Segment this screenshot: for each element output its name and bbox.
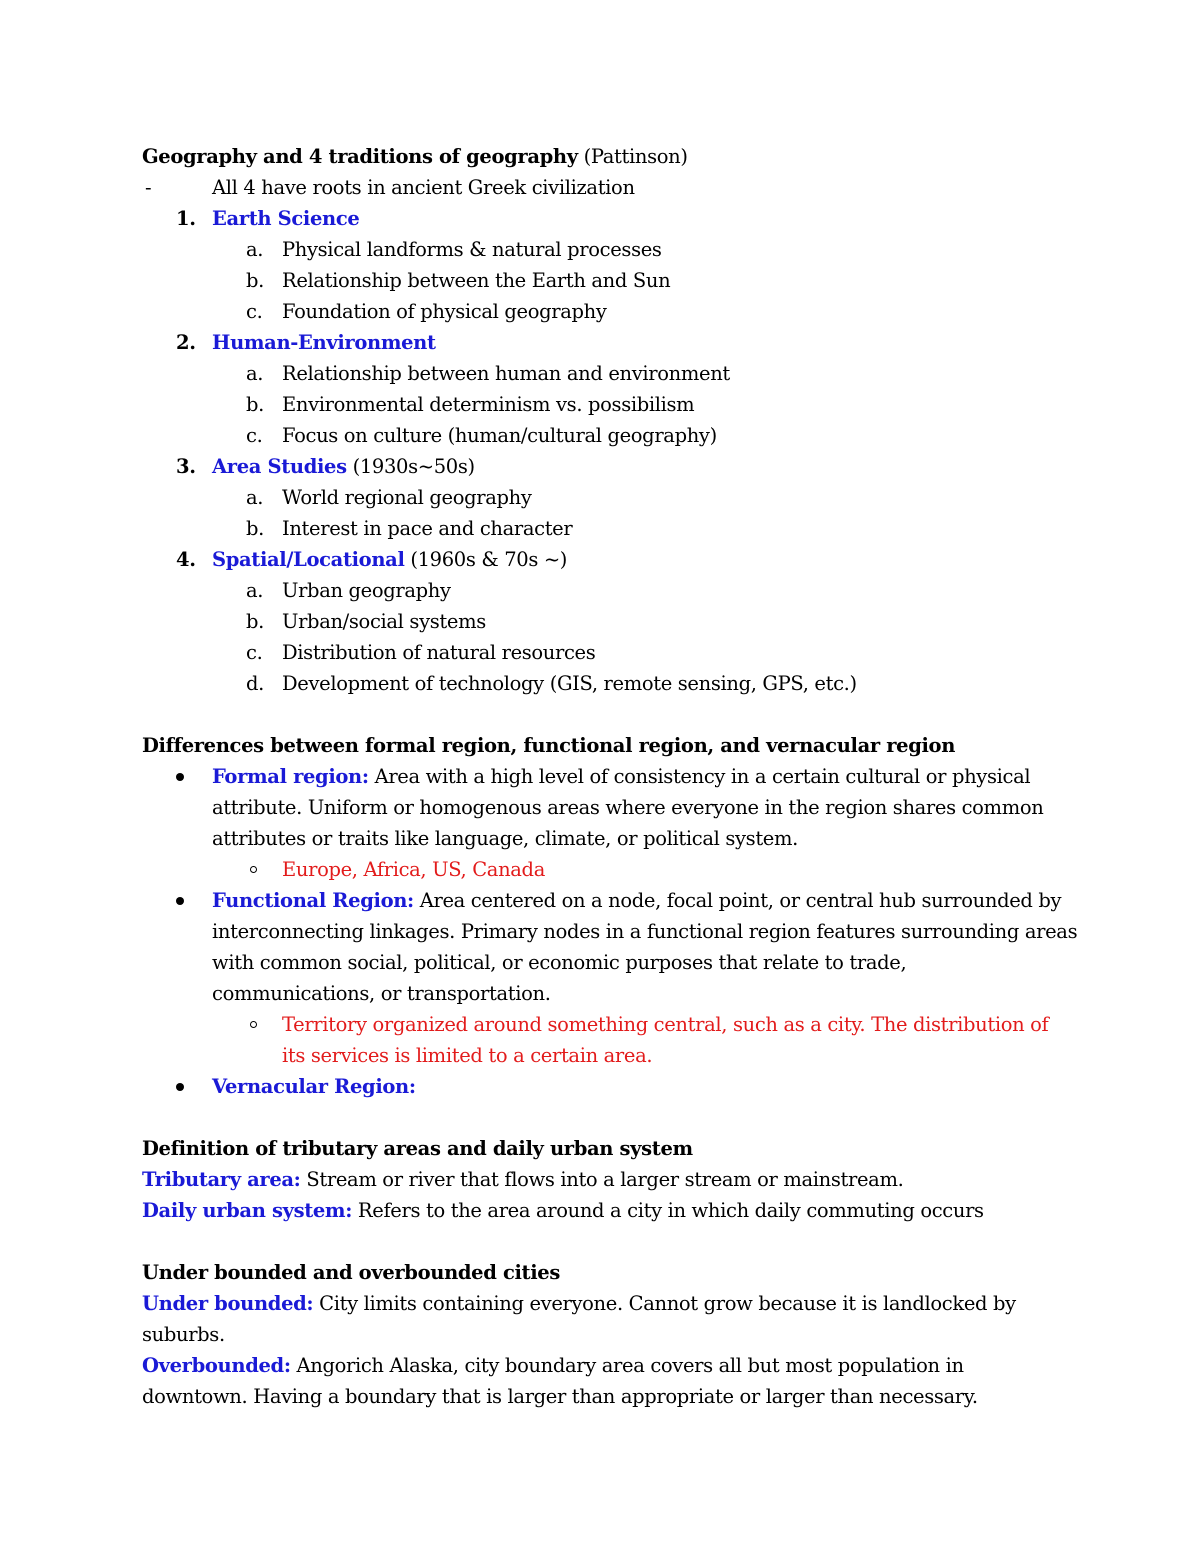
term-label: Overbounded: [142, 1354, 291, 1377]
term-text: attributes or traits like language, climate, or political system. [212, 827, 798, 850]
section-heading-regions [142, 730, 1062, 761]
definition-daily-urban [142, 1195, 1062, 1226]
term-label: Functional Region: [212, 889, 414, 912]
sub-item-text: Relationship between human and environment [282, 362, 730, 385]
heading-suffix: (Pattinson) [583, 145, 688, 168]
list-number: 1. [176, 207, 196, 230]
term-label: Under bounded: [142, 1292, 314, 1315]
section-heading-traditions [142, 141, 1062, 172]
sub-item [142, 389, 1062, 420]
term-label: Daily urban system: [142, 1199, 353, 1222]
sub-marker: a. [246, 238, 264, 261]
list-number: 2. [176, 331, 196, 354]
example-text: Territory organized around something central, such as a city. The distribution of [282, 1013, 1049, 1036]
tradition-spatial-locational [142, 544, 1062, 575]
document-page [142, 141, 1078, 1412]
list-item-text: All 4 have roots in ancient Greek civilization [212, 176, 635, 199]
sub-item [142, 637, 1062, 668]
sub-item [142, 606, 1062, 637]
continuation-line [142, 916, 1078, 947]
sub-item-text: World regional geography [282, 486, 532, 509]
bullet-functional-region [142, 885, 1062, 916]
sub-item-text: Physical landforms & natural processes [282, 238, 662, 261]
list-number: 4. [176, 548, 196, 571]
sub-item-text: Focus on culture (human/cultural geography) [282, 424, 717, 447]
term-text: suburbs. [142, 1323, 225, 1346]
sub-item-text: Urban geography [282, 579, 451, 602]
sub-item [142, 265, 1062, 296]
sub-item-text: Environmental determinism vs. possibilism [282, 393, 695, 416]
bullet-vernacular-region [142, 1071, 1062, 1102]
heading-text: Definition of tributary areas and daily urban system [142, 1137, 693, 1160]
term-text: Angorich Alaska, city boundary area covers all but most population in [296, 1354, 964, 1377]
example-item [142, 854, 1062, 885]
continuation-line [142, 947, 1062, 978]
sub-item-text: Foundation of physical geography [282, 300, 607, 323]
sub-marker: a. [246, 362, 264, 385]
term-label: Tributary area: [142, 1168, 301, 1191]
bullet-icon [176, 897, 184, 905]
continuation-line [142, 1319, 1062, 1350]
continuation-line [142, 1040, 1062, 1071]
sub-item [142, 420, 1062, 451]
sub-item-text: Development of technology (GIS, remote sensing, GPS, etc.) [282, 672, 857, 695]
sub-item [142, 358, 1062, 389]
tradition-suffix: (1930s~50s) [352, 455, 475, 478]
sub-marker: b. [246, 610, 264, 633]
definition-tributary [142, 1164, 1062, 1195]
dash-list-item [142, 172, 1062, 203]
term-text: Area centered on a node, focal point, or central hub surrounded by [419, 889, 1062, 912]
term-text: City limits containing everyone. Cannot grow because it is landlocked by [319, 1292, 1016, 1315]
sub-marker: c. [246, 300, 263, 323]
section-heading-tributary [142, 1133, 1062, 1164]
hollow-bullet-icon [250, 866, 257, 873]
sub-item [142, 668, 1062, 699]
term-text: communications, or transportation. [212, 982, 551, 1005]
sub-item-text: Interest in pace and character [282, 517, 573, 540]
spacer [142, 1226, 1062, 1257]
sub-item-text: Distribution of natural resources [282, 641, 596, 664]
sub-marker: a. [246, 486, 264, 509]
sub-marker: b. [246, 517, 264, 540]
list-number: 3. [176, 455, 196, 478]
example-item [142, 1009, 1062, 1040]
tradition-title: Spatial/Locational [212, 548, 405, 571]
term-text: Stream or river that flows into a larger stream or mainstream. [306, 1168, 904, 1191]
term-label: Vernacular Region: [212, 1075, 416, 1098]
sub-item [142, 234, 1062, 265]
continuation-line [142, 792, 1062, 823]
tradition-suffix: (1960s & 70s ~) [410, 548, 568, 571]
sub-item [142, 296, 1062, 327]
sub-marker: c. [246, 424, 263, 447]
sub-marker: a. [246, 579, 264, 602]
dash-marker: - [145, 176, 152, 199]
bullet-icon [176, 773, 184, 781]
section-heading-bounded [142, 1257, 1062, 1288]
sub-marker: d. [246, 672, 264, 695]
term-text: downtown. Having a boundary that is larger than appropriate or larger than necessary. [142, 1385, 978, 1408]
sub-item-text: Urban/social systems [282, 610, 486, 633]
tradition-title: Earth Science [212, 207, 360, 230]
term-text: interconnecting linkages. Primary nodes in a functional region features surrounding areas [212, 920, 1078, 943]
example-text: its services is limited to a certain area. [282, 1044, 653, 1067]
sub-item-text: Relationship between the Earth and Sun [282, 269, 671, 292]
definition-under-bounded [142, 1288, 1062, 1319]
continuation-line [142, 823, 1062, 854]
term-text: Area with a high level of consistency in a certain cultural or physical [374, 765, 1031, 788]
spacer [142, 1102, 1062, 1133]
spacer [142, 699, 1062, 730]
sub-marker: c. [246, 641, 263, 664]
bullet-formal-region [142, 761, 1062, 792]
definition-overbounded [142, 1350, 1062, 1381]
sub-marker: b. [246, 393, 264, 416]
sub-item [142, 482, 1062, 513]
sub-item [142, 513, 1062, 544]
bullet-icon [176, 1083, 184, 1091]
term-text: Refers to the area around a city in which daily commuting occurs [357, 1199, 984, 1222]
continuation-line [142, 978, 1062, 1009]
tradition-area-studies [142, 451, 1062, 482]
sub-marker: b. [246, 269, 264, 292]
example-text: Europe, Africa, US, Canada [282, 858, 545, 881]
tradition-human-environment [142, 327, 1062, 358]
heading-text: Geography and 4 traditions of geography [142, 145, 578, 168]
term-label: Formal region: [212, 765, 369, 788]
heading-text: Under bounded and overbounded cities [142, 1261, 560, 1284]
heading-text: Differences between formal region, functional region, and vernacular region [142, 734, 956, 757]
hollow-bullet-icon [250, 1021, 257, 1028]
term-text: attribute. Uniform or homogenous areas where everyone in the region shares common [212, 796, 1044, 819]
term-text: with common social, political, or economic purposes that relate to trade, [212, 951, 907, 974]
continuation-line [142, 1381, 1062, 1412]
sub-item [142, 575, 1062, 606]
tradition-earth-science [142, 203, 1062, 234]
tradition-title: Area Studies [212, 455, 347, 478]
tradition-title: Human-Environment [212, 331, 436, 354]
